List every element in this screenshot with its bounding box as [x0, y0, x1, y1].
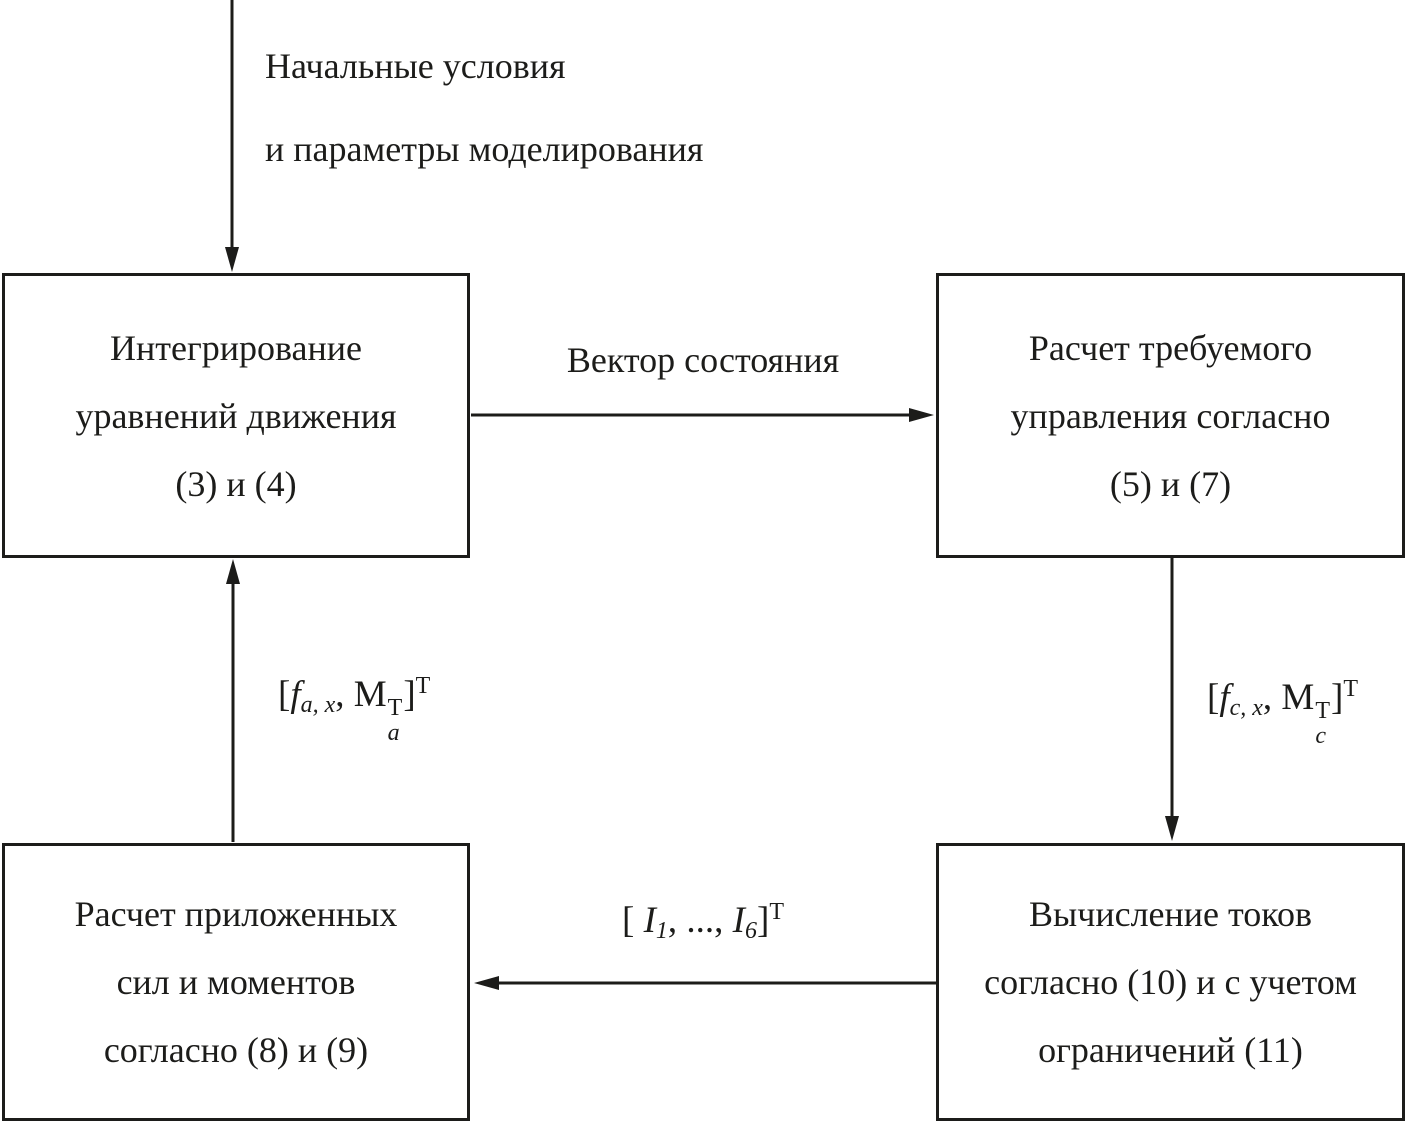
box-forces [2, 843, 470, 1121]
math-token: ] [756, 900, 770, 941]
arrow-initial-conditions [225, 0, 239, 272]
math-token: [ [622, 900, 644, 941]
math-token: c, x [1229, 695, 1263, 721]
math-token: T [387, 695, 403, 722]
arrow-control-to-currents-head [1165, 816, 1179, 841]
box-integration-line2: уравнений движения [75, 395, 397, 436]
math-token: , [1262, 677, 1282, 718]
math-token: [ [1207, 677, 1220, 718]
arrow-currents-to-forces-head [474, 976, 499, 990]
arrow-forces-to-integration-head [226, 559, 240, 584]
arrow-initial-conditions-head [225, 247, 239, 272]
box-currents-line3: ограничений (11) [1038, 1030, 1303, 1070]
box-control-line3: (5) и (7) [1109, 463, 1232, 504]
math-token: I [732, 900, 745, 941]
math-token: f [1219, 677, 1230, 718]
arrow-state-vector [471, 408, 934, 422]
box-integration [2, 273, 470, 558]
math-token: T [415, 672, 431, 699]
currents-vector-label [472, 899, 934, 943]
box-forces-line2: сил и моментов [116, 962, 356, 1002]
math-token: T [1315, 698, 1330, 725]
math-token: M [353, 674, 387, 715]
math-token: f [290, 674, 301, 715]
math-token [388, 696, 403, 745]
box-integration-line3: (3) и (4) [175, 463, 297, 504]
initial-conditions-label-line1: Начальные условия [265, 46, 566, 86]
math-token: ] [403, 674, 416, 715]
arrow-state-vector-head [909, 408, 934, 422]
math-token: , [335, 674, 354, 715]
math-token: 6 [744, 918, 757, 944]
arrow-currents-to-forces [474, 976, 936, 990]
initial-conditions-label-line2: и параметры моделирования [265, 129, 704, 169]
box-forces-line3: согласно (8) и (9) [103, 1030, 369, 1070]
box-forces-line1: Расчет приложенных [74, 894, 398, 934]
math-token: T [1343, 675, 1358, 702]
math-token: [ [278, 674, 291, 715]
applied-wrench-label [278, 673, 430, 745]
math-token: T [769, 898, 784, 925]
box-currents-line2: согласно (10) и с учетом [984, 962, 1357, 1002]
math-token: , ..., [667, 900, 733, 941]
box-integration-line1: Интегрирование [109, 327, 363, 368]
box-currents [936, 843, 1405, 1121]
arrow-forces-to-integration [226, 559, 240, 842]
math-token [1315, 699, 1330, 748]
box-control-line1: Расчет требуемого [1028, 327, 1313, 368]
box-currents-line1: Вычисление токов [1029, 894, 1312, 934]
box-control-line2: управления согласно [1010, 395, 1331, 436]
math-token: a, x [300, 692, 336, 718]
math-token: a [387, 719, 400, 746]
math-token: M [1281, 677, 1315, 718]
math-token: I [643, 900, 656, 941]
math-token: c [1315, 722, 1326, 749]
arrow-control-to-currents [1165, 558, 1179, 841]
state-vector-label: Вектор состояния [566, 340, 840, 380]
math-token: 1 [655, 918, 668, 944]
control-wrench-label [1207, 676, 1358, 748]
box-control [936, 273, 1405, 558]
math-token: ] [1331, 677, 1344, 718]
